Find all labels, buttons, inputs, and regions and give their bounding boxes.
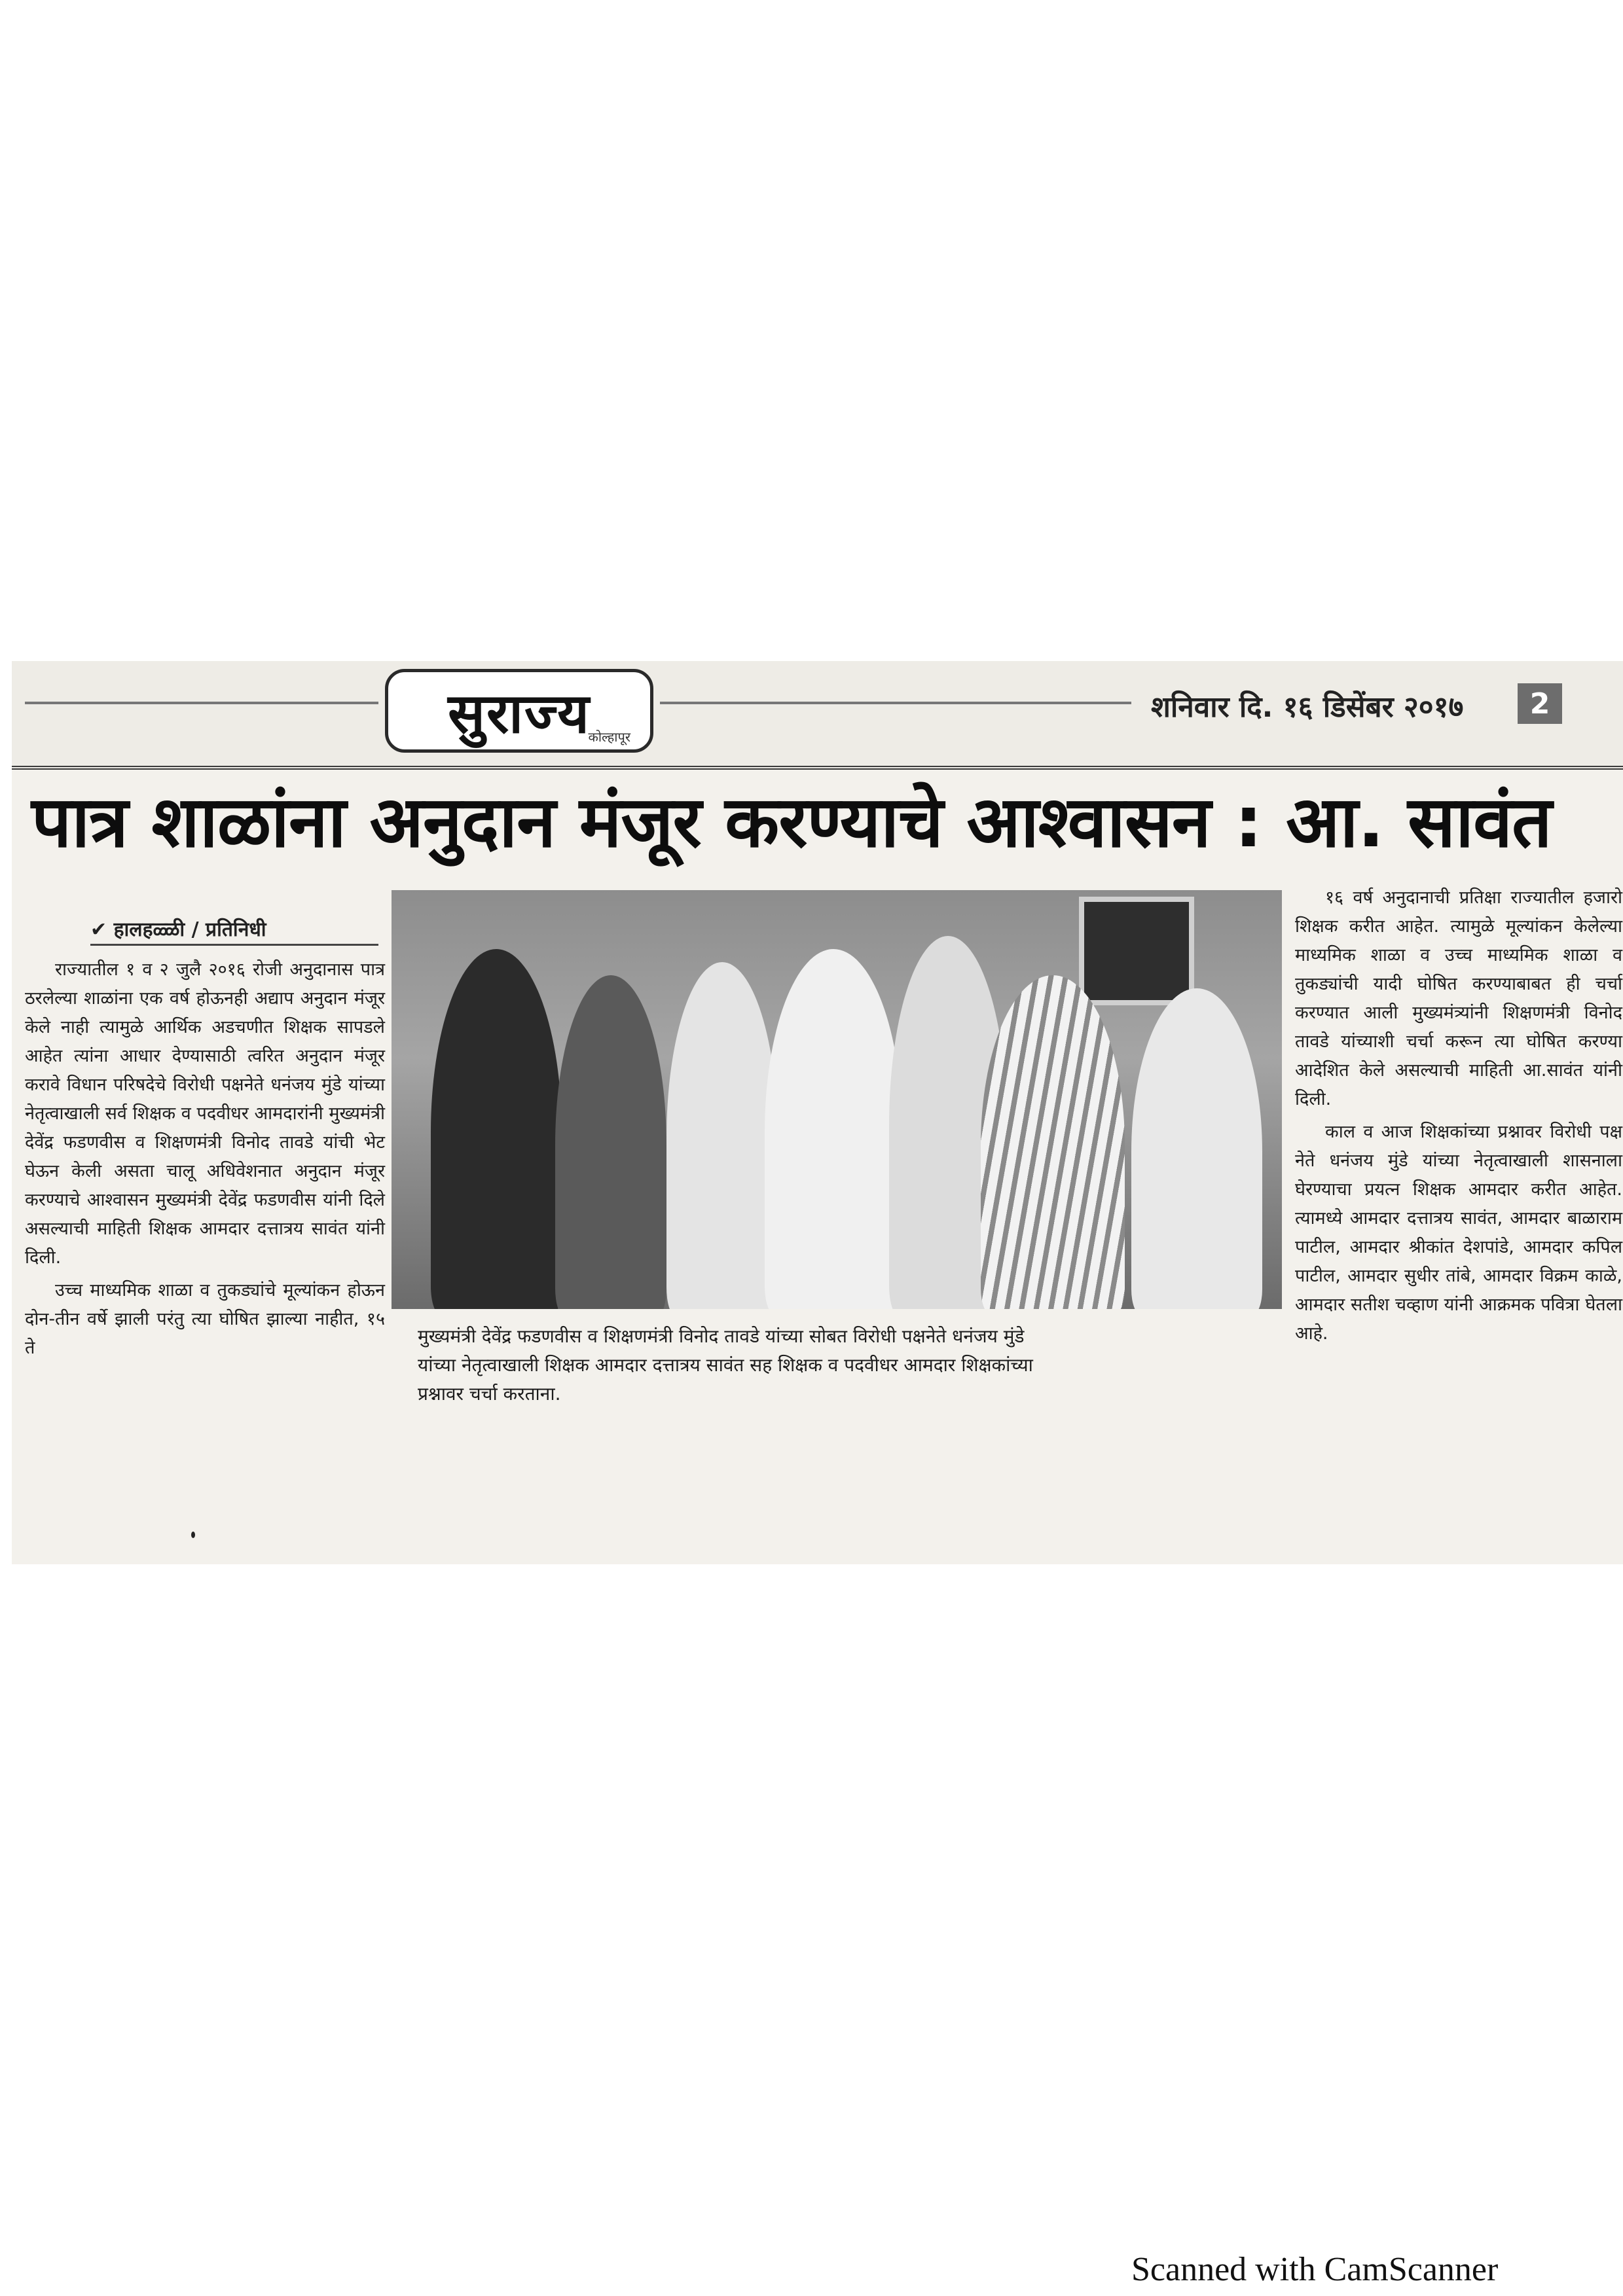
masthead-rule-right bbox=[660, 702, 1131, 704]
photo-person bbox=[1131, 988, 1262, 1309]
photo-person bbox=[981, 975, 1125, 1309]
photo-caption bbox=[418, 1322, 1269, 1408]
photo-person bbox=[555, 975, 666, 1309]
newspaper-logo bbox=[385, 669, 653, 753]
photo-background-frame bbox=[1079, 897, 1194, 1005]
newspaper-name: सुराज्य bbox=[448, 681, 591, 745]
page-number: 2 bbox=[1518, 683, 1562, 724]
caption-line: यांच्या नेतृत्वाखाली शिक्षक आमदार दत्तात्रय सावंत सह शिक्षक व पदवीधर आमदार शिक्षकांच्या bbox=[418, 1354, 1033, 1376]
article-left-column bbox=[25, 956, 385, 1367]
newspaper-clipping bbox=[12, 661, 1623, 1564]
newspaper-edition: कोल्हापूर bbox=[588, 729, 630, 745]
article-headline: पात्र शाळांना अनुदान मंजूर करण्याचे आश्वासन : आ. सावंत bbox=[31, 781, 1552, 863]
paragraph: १६ वर्ष अनुदानाची प्रतिक्षा राज्यातील हजारो शिक्षक करीत आहेत. त्यामुळे मूल्यांकन केलेल्या माध्यमिक शाळा व उच्च माध्यमिक शाळा व तुकड्यांची यादी घोषित करण्याबाबत ही चर्चा करण्यात आली मुख्यमंत्र्यांनी शिक्षणमंत्री विनोद तावडे यांच्याशी चर्चा करून त्या घोषित करण्या आदेशित केले असल्याची माहिती आ.सावंत यांनी दिली. bbox=[1295, 888, 1622, 1109]
photo-person bbox=[765, 949, 902, 1309]
caption-line: प्रश्नावर चर्चा करताना. bbox=[418, 1383, 561, 1405]
paragraph: उच्च माध्यमिक शाळा व तुकड्यांचे मूल्यांकन होऊन दोन-तीन वर्षे झाली परंतु त्या घोषित झाल्या नाहीत, १५ ते bbox=[25, 1280, 385, 1358]
paragraph: काल व आज शिक्षकांच्या प्रश्नावर विरोधी पक्ष नेते धनंजय मुंडे यांच्या नेतृत्वाखाली शासनाला घेरण्याचा प्रयत्न शिक्षक आमदार करीत आहेत. त्यामध्ये आमदार दत्तात्रय सावंत, आमदार बाळाराम पाटील, आमदार श्रीकांत देशपांडे, आमदार कपिल पाटील, आमदार सुधीर तांबे, आमदार विक्रम काळे, आमदार सतीश चव्हाण यांनी आक्रमक पवित्रा घेतला आहे. bbox=[1295, 1122, 1622, 1344]
article-photo bbox=[392, 890, 1282, 1309]
article-byline: ✔ हालहळ्ळी / प्रतिनिधी bbox=[90, 918, 266, 941]
caption-line: मुख्यमंत्री देवेंद्र फडणवीस व शिक्षणमंत्री विनोद तावडे यांच्या सोबत विरोधी पक्षनेते धनंजय मुंडे bbox=[418, 1325, 1025, 1347]
issue-date: शनिवार दि. १६ डिसेंबर २०१७ bbox=[1151, 691, 1464, 724]
article-right-column bbox=[1295, 884, 1622, 1352]
scan-speck bbox=[191, 1532, 195, 1538]
photo-person bbox=[666, 962, 778, 1309]
paragraph: राज्यातील १ व २ जुलै २०१६ रोजी अनुदानास पात्र ठरलेल्या शाळांना एक वर्ष होऊनही अद्याप अनुदान मंजूर केले नाही त्यामुळे आर्थिक अडचणीत शिक्षक सापडले आहेत त्यांना आधार देण्यासाठी त्वरित अनुदान मंजूर करावे विधान परिषदेचे विरोधी पक्षनेते धनंजय मुंडे यांच्या नेतृत्वाखाली सर्व शिक्षक व पदवीधर आमदारांनी मुख्यमंत्री देवेंद्र फडणवीस व शिक्षणमंत्री विनोद तावडे यांची भेट घेऊन केली असता चालू अधिवेशनात अनुदान मंजूर करण्याचे आश्वासन मुख्यमंत्री देवेंद्र फडणवीस यांनी दिले असल्याची माहिती शिक्षक आमदार दत्तात्रय सावंत यांनी दिली. bbox=[25, 960, 385, 1268]
masthead-rule-left bbox=[25, 702, 378, 704]
byline-divider bbox=[90, 944, 378, 946]
masthead bbox=[12, 661, 1623, 770]
camscanner-watermark: Scanned with CamScanner bbox=[1131, 2251, 1499, 2288]
photo-person bbox=[431, 949, 562, 1309]
